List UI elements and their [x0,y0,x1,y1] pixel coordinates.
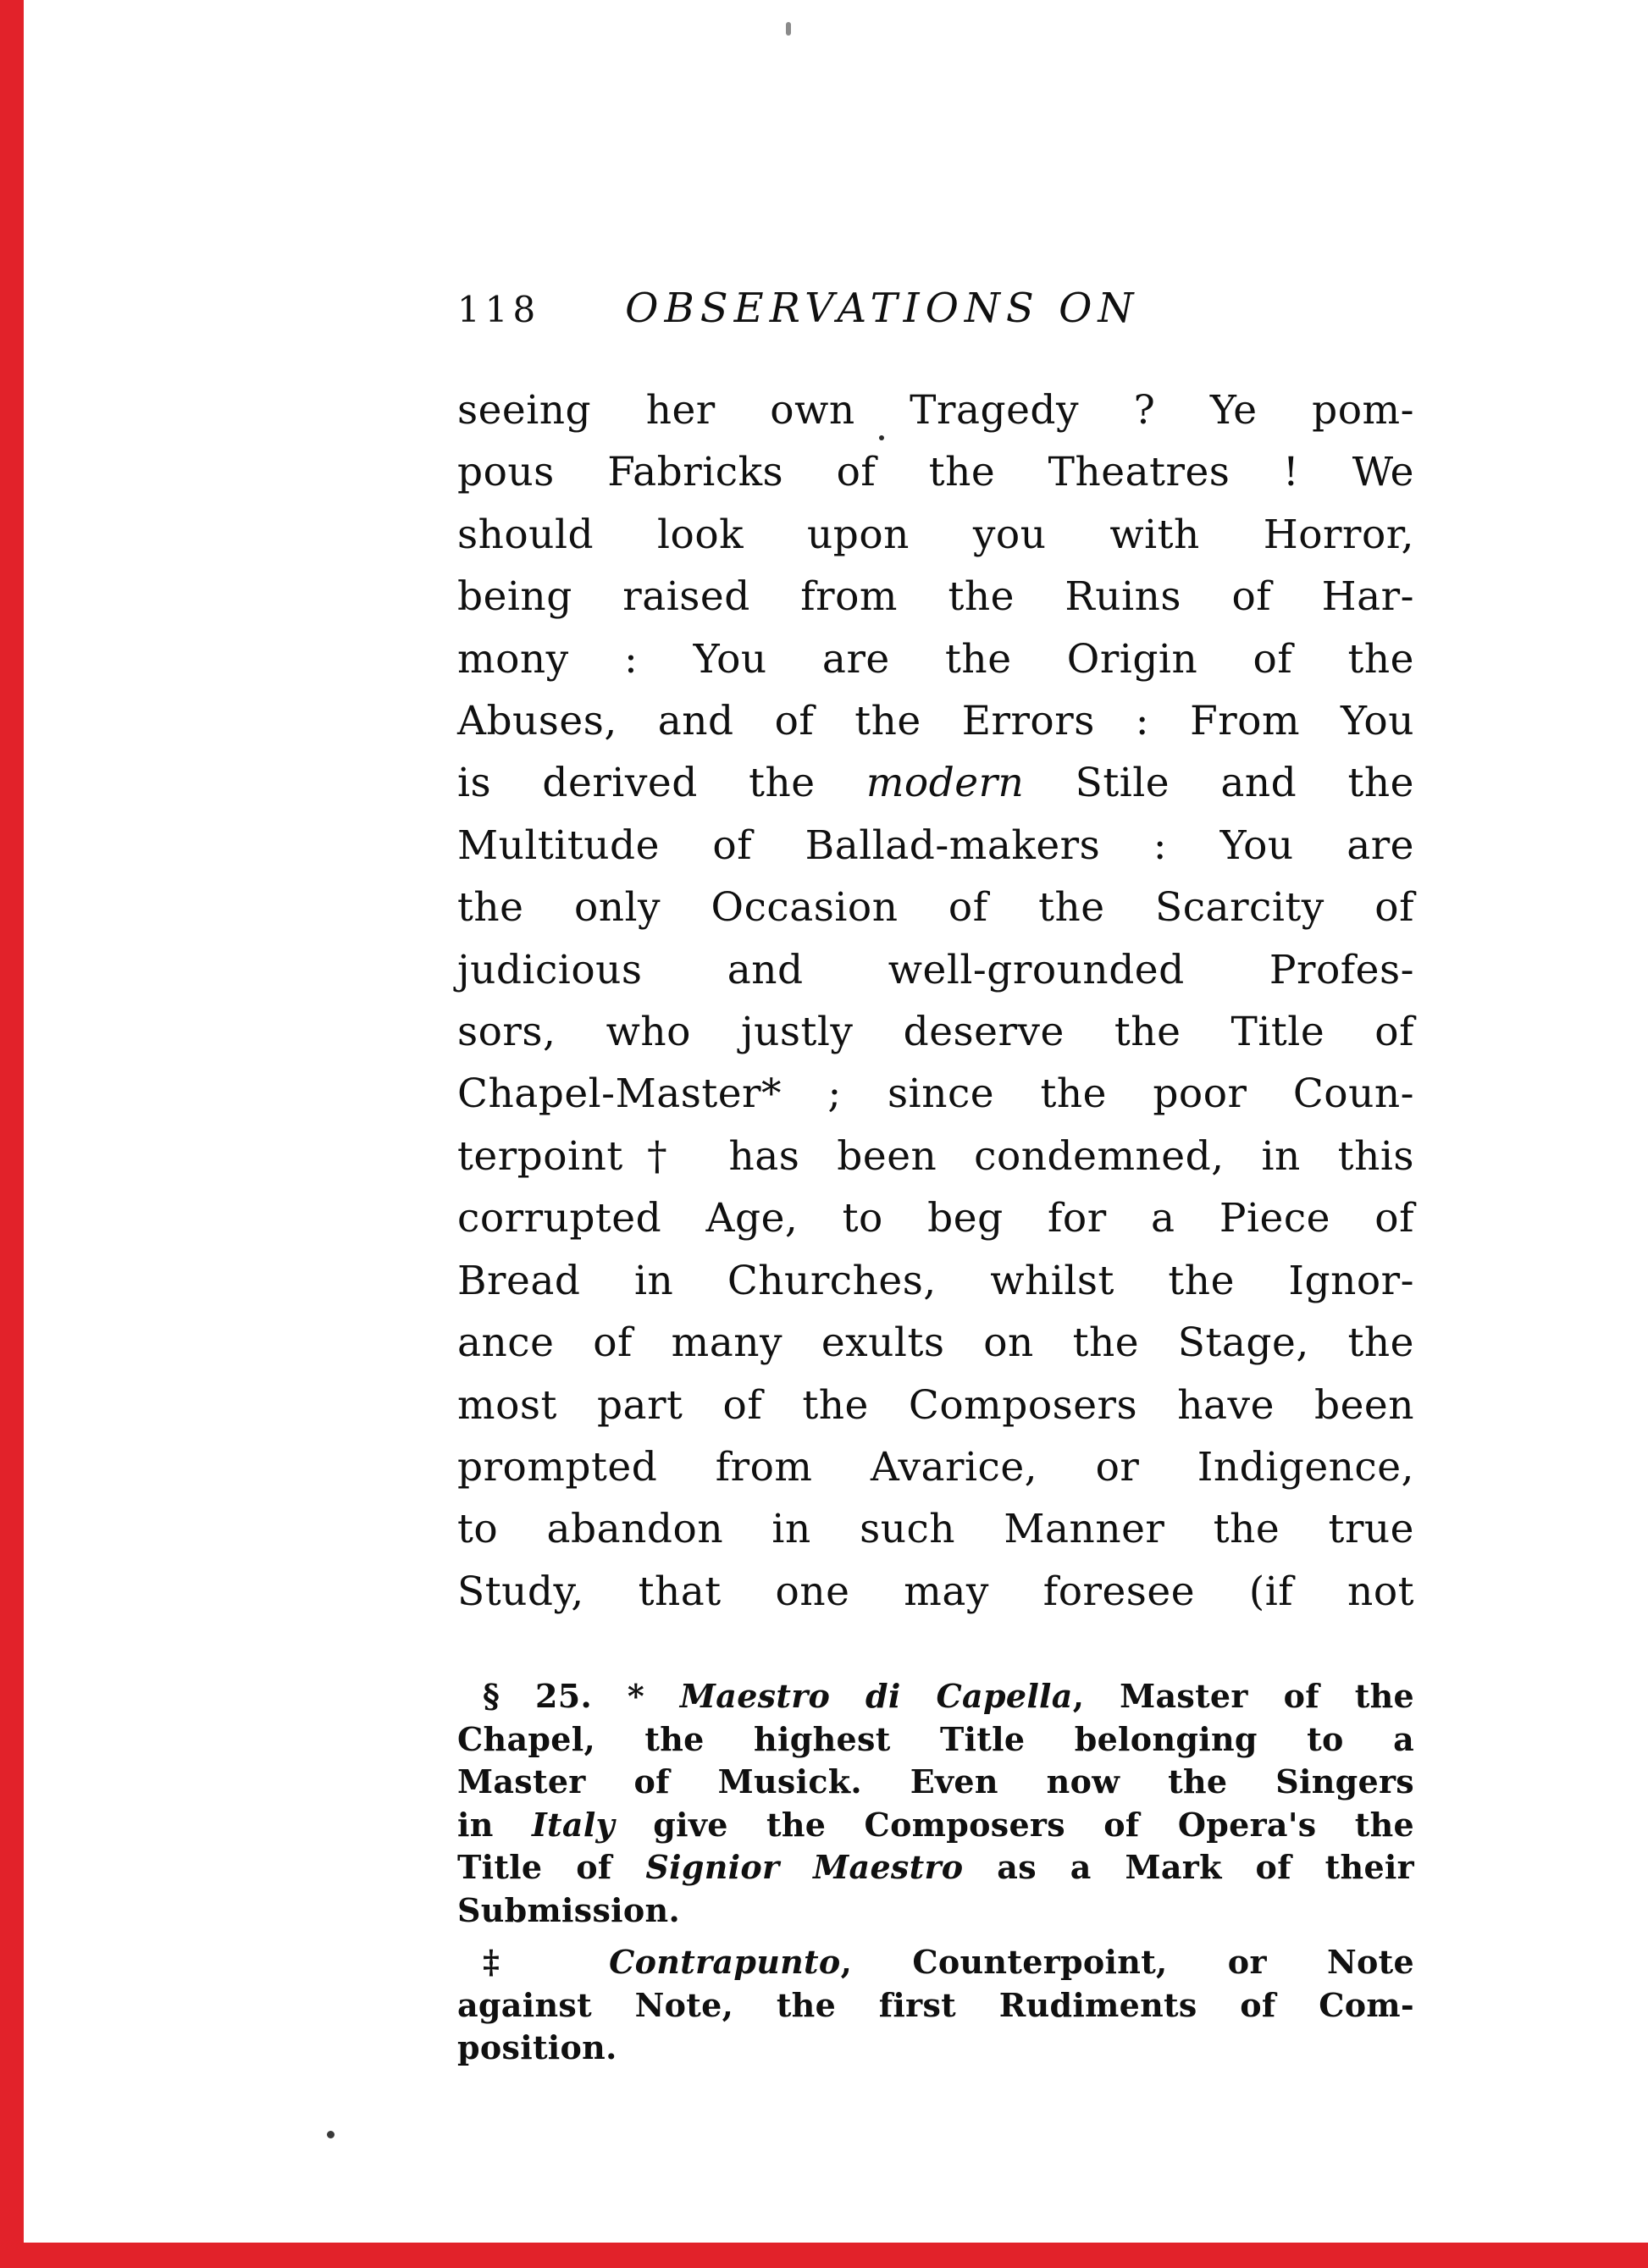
text-segment: being raised from the Ruins of Har- [457,573,1414,621]
text-line [457,1804,1414,1847]
text-line [457,1187,1414,1249]
text-line [457,379,1414,441]
text-segment: Chapel-Master* ; since the poor Coun- [457,1070,1414,1118]
text-segment: prompted from Avarice, or Indigence, [457,1443,1414,1491]
scan-edge-bottom-red-strip [0,2243,1648,2268]
text-line [457,752,1414,814]
page-number: 118 [457,289,541,330]
text-segment: ‡ [483,1943,610,1981]
text-segment: sors, who justly deserve the Title of [457,1009,1414,1056]
page-header [457,285,1414,332]
italic-text-segment: Italy [531,1805,615,1844]
text-segment: , Counterpoint, or Note [840,1943,1415,1981]
text-segment: Master of Musick. Even now the Singers [457,1762,1414,1801]
text-segment: is derived the [457,760,866,807]
text-segment: terpoint† has been condemned, in this [457,1132,1414,1180]
text-segment: should look upon you with Horror, [457,511,1414,558]
text-segment: pous Fabricks of the Theatres ! We [457,449,1414,496]
text-segment: most part of the Composers have been [457,1381,1414,1429]
text-segment: Study, that one may foresee (if not [457,1568,1414,1615]
text-line [457,1761,1414,1804]
text-line [457,1718,1414,1762]
text-line [457,628,1414,690]
text-line [457,939,1414,1001]
text-segment: § 25. * [483,1677,680,1715]
text-line [457,1063,1414,1125]
text-line [457,1312,1414,1374]
text-segment: corrupted Age, to beg for a Piece of [457,1195,1414,1242]
text-line [457,1375,1414,1436]
text-segment: seeing her own Tragedy ? Ye pom- [457,387,1414,434]
text-line [457,1250,1414,1312]
text-segment: Submission. [457,1890,681,1929]
text-segment: position. [457,2028,617,2067]
text-line [457,1846,1414,1889]
scan-speck [327,2131,335,2138]
footnote-2 [457,1941,1414,2070]
text-segment: Stile and the [1024,760,1414,807]
text-line [457,1436,1414,1498]
scan-edge-left-red-strip [0,0,24,2268]
text-segment: the only Occasion of the Scarcity of [457,884,1414,932]
text-segment: in [457,1805,532,1844]
text-line [457,2027,1414,2070]
text-segment: as a Mark of their [963,1848,1414,1887]
text-segment: give the Composers of Opera's the [614,1805,1414,1844]
text-line [457,1941,1414,1984]
text-line [457,877,1414,938]
text-segment: Title of [457,1848,646,1887]
text-line [457,1126,1414,1187]
text-line [457,1675,1414,1718]
text-segment: judicious and well-grounded Profes- [457,946,1414,993]
scan-speck [786,22,791,36]
text-line [457,1561,1414,1623]
text-line [457,815,1414,877]
text-line [457,441,1414,503]
text-line [457,566,1414,628]
italic-text-segment: modern [865,760,1025,807]
body-text [457,379,1414,1623]
running-title: OBSERVATIONS ON [625,285,1140,332]
text-segment: to abandon in such Manner the true [457,1506,1414,1553]
footnote-1 [457,1675,1414,1933]
text-segment: against Note, the first Rudiments of Com- [457,1985,1414,2024]
text-line [457,1889,1414,1933]
text-segment: Multitude of Ballad-makers : You are [457,821,1414,869]
text-segment: ance of many exults on the Stage, the [457,1319,1414,1367]
text-line [457,1984,1414,2027]
text-segment: mony : You are the Origin of the [457,635,1414,683]
text-line [457,1498,1414,1560]
text-line [457,690,1414,752]
text-line [457,504,1414,566]
text-segment: Bread in Churches, whilst the Ignor- [457,1257,1414,1304]
text-segment: Abuses, and of the Errors : From You [457,698,1414,745]
italic-text-segment: Signior Maestro [645,1848,964,1887]
text-segment: , Master of the [1072,1677,1414,1715]
italic-text-segment: Contrapunto [609,1943,841,1981]
text-segment: Chapel, the highest Title belonging to a [457,1719,1414,1758]
text-line [457,1001,1414,1063]
italic-text-segment: Maestro di Capella [679,1677,1073,1715]
